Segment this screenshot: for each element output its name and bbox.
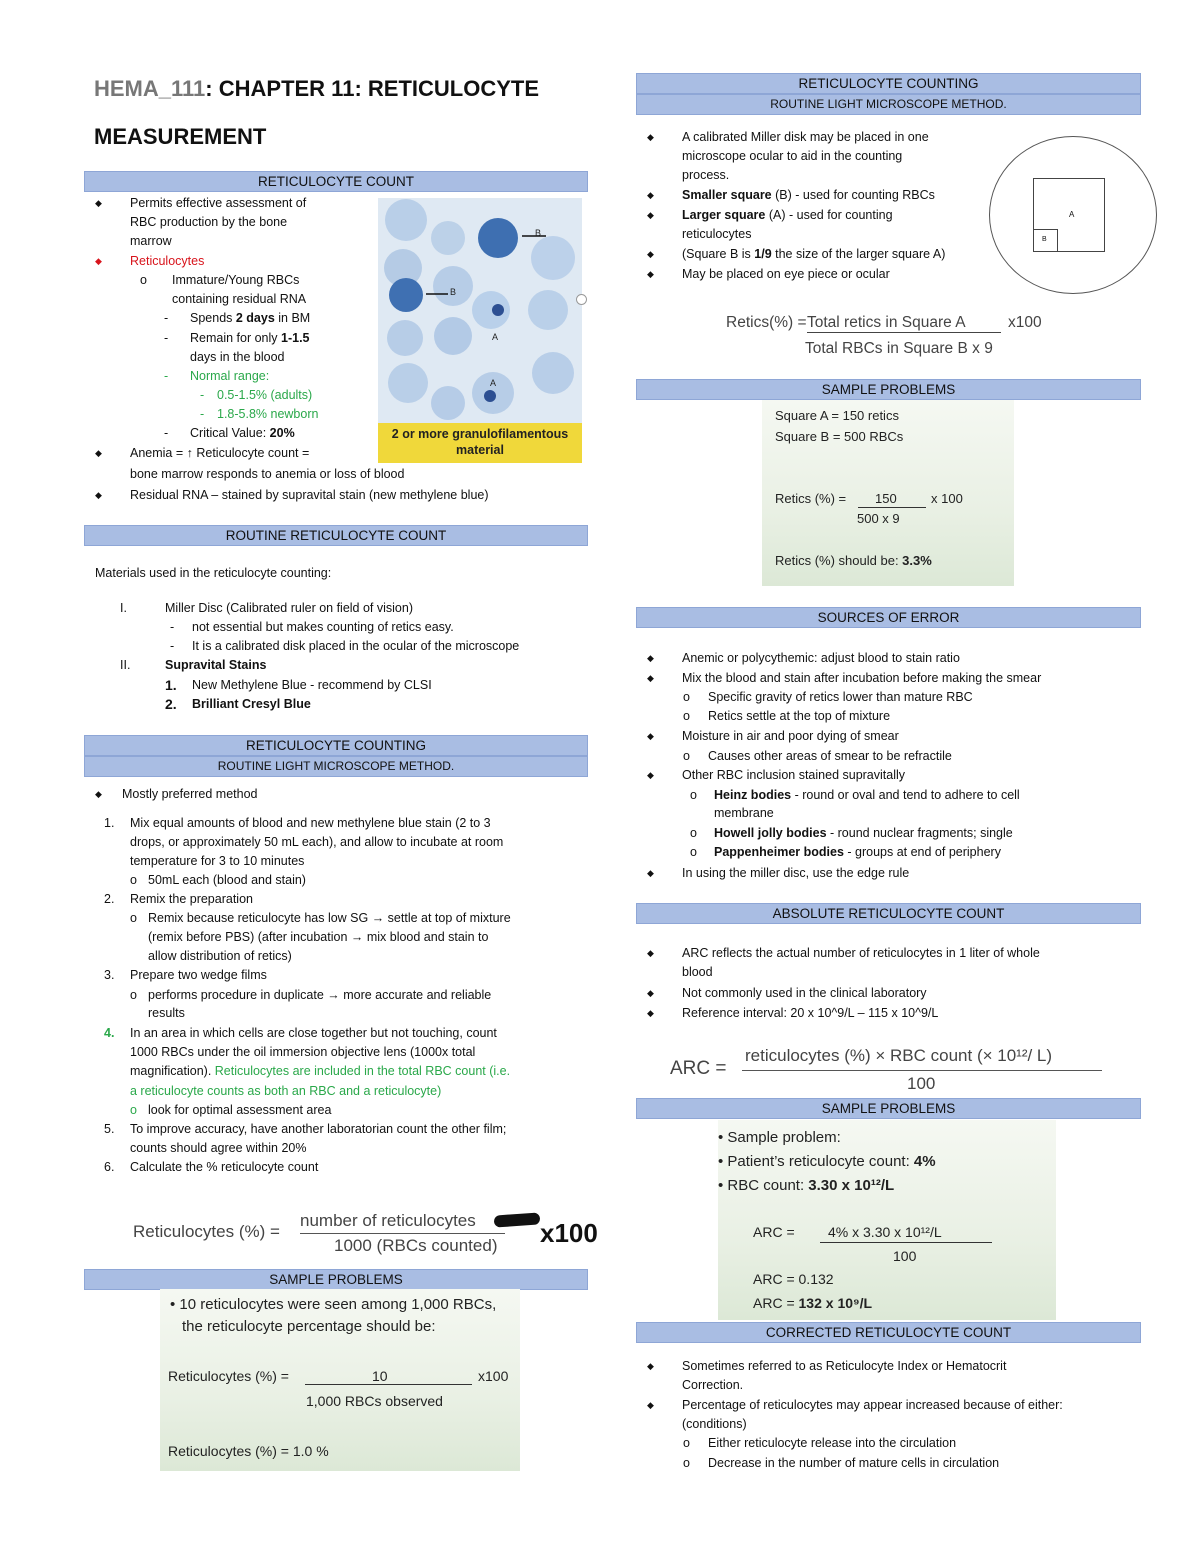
text-line: Permits effective assessment of <box>130 196 307 210</box>
fraction-line <box>300 1233 505 1234</box>
bullet: ◆ <box>95 198 102 208</box>
bullet: ◆ <box>647 868 654 878</box>
bullet: ◆ <box>647 731 654 741</box>
text-line: Decrease in the number of mature cells in circulation <box>708 1456 1000 1470</box>
slide-text: x 100 <box>931 491 963 506</box>
text-line: counts should agree within 20% <box>130 1141 307 1155</box>
text-line: Sometimes referred to as Reticulocyte Index or Hematocrit <box>682 1359 1007 1373</box>
formula-lhs: ARC = <box>670 1058 727 1079</box>
text-line: Smaller square (B) - used for counting RBCs <box>682 188 935 202</box>
section-header-corrected-count: CORRECTED RETICULOCYTE COUNT <box>636 1322 1141 1343</box>
bullet: ◆ <box>647 653 654 663</box>
label-a: A <box>490 378 497 388</box>
sub-bullet: o <box>130 873 137 887</box>
slide-text: 500 x 9 <box>857 511 900 526</box>
text-line: performs procedure in duplicate → more accurate and reliable <box>148 988 492 1002</box>
dash: - <box>164 311 169 325</box>
label-b: B <box>450 287 457 297</box>
number: 2. <box>104 892 115 906</box>
text-line: Not commonly used in the clinical laboratory <box>682 986 927 1000</box>
text-line: Other RBC inclusion stained supravitally <box>682 768 906 782</box>
bullet: ◆ <box>647 132 654 142</box>
dash: - <box>164 369 169 383</box>
text-line: Calculate the % reticulocyte count <box>130 1160 319 1174</box>
text-line: magnification). Reticulocytes are included in the total RBC count (i.e. <box>130 1064 511 1078</box>
section-header-sample-problems: SAMPLE PROBLEMS <box>84 1269 588 1290</box>
slide-text: Retics (%) = <box>775 491 847 506</box>
sample-problem-slide <box>160 1289 520 1471</box>
text-reticulocytes: Reticulocytes <box>130 254 205 268</box>
roman-numeral: II. <box>120 658 131 672</box>
slide-text: Reticulocytes (%) = <box>168 1368 289 1384</box>
label-b: B <box>1042 236 1047 243</box>
section-header-reticulocyte-counting-right: RETICULOCYTE COUNTING <box>636 73 1141 94</box>
slide-text: • RBC count: 3.30 x 10¹²/L <box>718 1177 895 1194</box>
number: 4. <box>104 1026 115 1040</box>
bullet: ◆ <box>647 988 654 998</box>
text-line: Spends 2 days in BM <box>190 311 311 325</box>
bullet: ◆ <box>647 210 654 220</box>
text-line: RBC production by the bone <box>130 215 288 229</box>
label-a: A <box>1069 210 1075 219</box>
text-line: Either reticulocyte release into the circulation <box>708 1436 957 1450</box>
number: 6. <box>104 1160 115 1174</box>
slide-text: Square B = 500 RBCs <box>775 429 904 444</box>
text-line: Materials used in the reticulocyte counting: <box>95 566 332 580</box>
text-line: days in the blood <box>190 350 285 364</box>
formula-x100: x100 <box>1008 314 1042 331</box>
text-line: Pappenheimer bodies - groups at end of periphery <box>714 845 1001 859</box>
text-line: Howell jolly bodies - round nuclear fragments; single <box>714 826 1013 840</box>
dash: - <box>170 620 175 634</box>
text-line: (remix before PBS) (after incubation → mix blood and stain to <box>148 930 489 944</box>
bullet: ◆ <box>647 1008 654 1018</box>
text-line: (Square B is 1/9 the size of the larger square A) <box>682 247 946 261</box>
number: 2. <box>165 696 177 712</box>
text-line: allow distribution of retics) <box>148 949 292 963</box>
slide-text: Square A = 150 retics <box>775 408 899 423</box>
section-header-absolute-count: ABSOLUTE RETICULOCYTE COUNT <box>636 903 1141 924</box>
formula-lhs: Reticulocytes (%) = <box>133 1222 280 1241</box>
slide-text: • 10 reticulocytes were seen among 1,000 RBCs, <box>170 1296 497 1313</box>
slide-text: 1,000 RBCs observed <box>306 1393 443 1409</box>
sub-bullet: o <box>690 788 697 802</box>
text-line: Retics settle at the top of mixture <box>708 709 891 723</box>
sub-bullet: o <box>683 1436 690 1450</box>
text-line: In using the miller disc, use the edge rule <box>682 866 910 880</box>
sub-bullet: o <box>140 273 147 287</box>
text-line: marrow <box>130 234 172 248</box>
sub-bullet: o <box>683 709 690 723</box>
formula-numerator: Total retics in Square A <box>807 314 1001 333</box>
sample-problem-slide <box>762 400 1014 586</box>
text-line: In an area in which cells are close together but not touching, count <box>130 1026 497 1040</box>
text-line: May be placed on eye piece or ocular <box>682 267 890 281</box>
text-line: (conditions) <box>682 1417 747 1431</box>
text-line: containing residual RNA <box>172 292 307 306</box>
section-header-routine-count: ROUTINE RETICULOCYTE COUNT <box>84 525 588 546</box>
bullet: ◆ <box>647 673 654 683</box>
bullet: ◆ <box>647 1361 654 1371</box>
sub-bullet: o <box>683 749 690 763</box>
text-line: Correction. <box>682 1378 744 1392</box>
text-line: Larger square (A) - used for counting <box>682 208 893 222</box>
text-line: Remix the preparation <box>130 892 253 906</box>
sample-problem-slide <box>718 1120 1056 1320</box>
bullet: ◆ <box>647 269 654 279</box>
roman-numeral: I. <box>120 601 127 615</box>
text-line: Critical Value: 20% <box>190 426 295 440</box>
text-line: To improve accuracy, have another laboratorian count the other film; <box>130 1122 507 1136</box>
sub-bullet: o <box>690 845 697 859</box>
text-line: Brilliant Cresyl Blue <box>192 697 311 711</box>
formula-denominator: Total RBCs in Square B x 9 <box>805 340 993 357</box>
text-line: not essential but makes counting of retics easy. <box>192 620 454 634</box>
slide-text: 10 <box>372 1368 388 1384</box>
number: 3. <box>104 968 115 982</box>
reticulocyte-smear-image <box>378 198 582 463</box>
image-caption: 2 or more granulofilamentous material <box>391 427 569 457</box>
text-line: Anemic or polycythemic: adjust blood to stain ratio <box>682 651 960 665</box>
text-line: Remain for only 1-1.5 <box>190 331 310 345</box>
text-line: Prepare two wedge films <box>130 968 267 982</box>
formula-x100: x100 <box>540 1218 598 1248</box>
number: 5. <box>104 1122 115 1136</box>
text-line: bone marrow responds to anemia or loss of blood <box>130 467 405 481</box>
formula-denominator: 1000 (RBCs counted) <box>334 1236 498 1255</box>
formula-lhs: Retics(%) = <box>726 314 807 331</box>
bullet: ◆ <box>647 1400 654 1410</box>
formula-numerator: reticulocytes (%) × RBC count (× 10¹²/ L) <box>745 1046 1053 1065</box>
miller-disk-figure <box>987 136 1159 294</box>
dash: - <box>164 331 169 345</box>
text-line: drops, or approximately 50 mL each), and allow to incubate at room <box>130 835 504 849</box>
sub-bullet: o <box>130 1103 137 1117</box>
text-range-adults: 0.5-1.5% (adults) <box>217 388 313 402</box>
text-range-newborn: 1.8-5.8% newborn <box>217 407 319 421</box>
text-line: temperature for 3 to 10 minutes <box>130 854 305 868</box>
text-line: Moisture in air and poor dying of smear <box>682 729 899 743</box>
smear-cells-illustration <box>378 198 582 463</box>
text-line: New Methylene Blue - recommend by CLSI <box>192 678 432 692</box>
text-line: Remix because reticulocyte has low SG → settle at top of mixture <box>148 911 511 925</box>
text-line: Mostly preferred method <box>122 787 258 801</box>
text-normal-range: Normal range: <box>190 369 270 383</box>
slide-text: x100 <box>478 1368 509 1384</box>
sub-bullet: o <box>683 1456 690 1470</box>
text-line: ARC reflects the actual number of reticulocytes in 1 liter of whole <box>682 946 1040 960</box>
slide-text: ARC = 0.132 <box>753 1271 834 1287</box>
sub-bullet: o <box>130 988 137 1002</box>
formula-denominator: 100 <box>907 1074 936 1093</box>
slide-text: Retics (%) should be: 3.3% <box>775 553 932 568</box>
text-line: reticulocytes <box>682 227 752 241</box>
scribble-mark <box>494 1212 541 1227</box>
formula-numerator: number of reticulocytes <box>300 1211 476 1230</box>
slide-text: 150 <box>875 491 897 506</box>
bullet: ◆ <box>95 256 102 266</box>
number: 1. <box>104 816 115 830</box>
text-line: a reticulocyte counts as both an RBC and a reticulocyte) <box>130 1084 442 1098</box>
dash: - <box>200 388 205 402</box>
label-a: A <box>492 332 499 342</box>
fraction-line <box>820 1242 992 1243</box>
text-line: Mix equal amounts of blood and new methylene blue stain (2 to 3 <box>130 816 491 830</box>
slide-text: Reticulocytes (%) = 1.0 % <box>168 1443 329 1459</box>
text-line: microscope ocular to aid in the counting <box>682 149 903 163</box>
bullet: ◆ <box>647 190 654 200</box>
dash: - <box>200 407 205 421</box>
text-line: Percentage of reticulocytes may appear increased because of either: <box>682 1398 1063 1412</box>
dash: - <box>170 639 175 653</box>
text-line: 50mL each (blood and stain) <box>148 873 306 887</box>
slide-text: • Patient’s reticulocyte count: 4% <box>718 1153 936 1170</box>
slide-text: 100 <box>893 1248 917 1264</box>
text-line: Mix the blood and stain after incubation before making the smear <box>682 671 1042 685</box>
slide-text: ARC = <box>753 1224 795 1240</box>
bullet: ◆ <box>647 770 654 780</box>
fraction-line <box>305 1384 472 1385</box>
fraction-line <box>858 507 926 508</box>
section-header-reticulocyte-count: RETICULOCYTE COUNT <box>84 171 588 192</box>
text-line: Immature/Young RBCs <box>172 273 300 287</box>
text-line: membrane <box>714 806 774 820</box>
bullet: ◆ <box>647 948 654 958</box>
section-header-reticulocyte-counting: RETICULOCYTE COUNTING <box>84 735 588 756</box>
bullet: ◆ <box>95 490 102 500</box>
text-line: Residual RNA – stained by supravital stain (new methylene blue) <box>130 488 489 502</box>
section-header-sources-of-error: SOURCES OF ERROR <box>636 607 1141 628</box>
section-subheader: ROUTINE LIGHT MICROSCOPE METHOD. <box>84 756 588 777</box>
slide-text: • Sample problem: <box>718 1129 841 1146</box>
text-line: Causes other areas of smear to be refractile <box>708 749 952 763</box>
dash: - <box>164 426 169 440</box>
fraction-line <box>742 1070 1102 1071</box>
text-line: Specific gravity of retics lower than mature RBC <box>708 690 973 704</box>
page-title: HEMA_111: CHAPTER 11: RETICULOCYTE <box>94 76 539 101</box>
sub-bullet: o <box>690 826 697 840</box>
text-line: results <box>148 1006 185 1020</box>
bullet: ◆ <box>647 249 654 259</box>
section-header-sample-problems: SAMPLE PROBLEMS <box>636 379 1141 400</box>
slide-text: ARC = 132 x 10⁹/L <box>753 1295 873 1311</box>
resize-handle-icon <box>576 294 587 305</box>
slide-text: the reticulocyte percentage should be: <box>182 1318 436 1335</box>
bullet: ◆ <box>95 789 102 799</box>
text-line: Miller Disc (Calibrated ruler on field of vision) <box>165 601 413 615</box>
label-b: B <box>535 228 542 238</box>
sub-bullet: o <box>683 690 690 704</box>
text-line: A calibrated Miller disk may be placed in one <box>682 130 929 144</box>
text-line: Heinz bodies - round or oval and tend to adhere to cell <box>714 788 1020 802</box>
text-line: blood <box>682 965 713 979</box>
slide-text: 4% x 3.30 x 10¹²/L <box>828 1224 942 1240</box>
text-line: Anemia = ↑ Reticulocyte count = <box>130 446 310 460</box>
bullet: ◆ <box>95 448 102 458</box>
section-subheader: ROUTINE LIGHT MICROSCOPE METHOD. <box>636 94 1141 115</box>
text-line: Supravital Stains <box>165 658 267 672</box>
text-line: look for optimal assessment area <box>148 1103 332 1117</box>
section-header-sample-problems: SAMPLE PROBLEMS <box>636 1098 1141 1119</box>
text-line: It is a calibrated disk placed in the ocular of the microscope <box>192 639 520 653</box>
number: 1. <box>165 677 177 693</box>
text-line: process. <box>682 168 730 182</box>
text-line: Reference interval: 20 x 10^9/L – 115 x 10^9/L <box>682 1006 939 1020</box>
text-line: 1000 RBCs under the oil immersion objective lens (1000x total <box>130 1045 476 1059</box>
sub-bullet: o <box>130 911 137 925</box>
page-title-line2: MEASUREMENT <box>94 124 267 149</box>
